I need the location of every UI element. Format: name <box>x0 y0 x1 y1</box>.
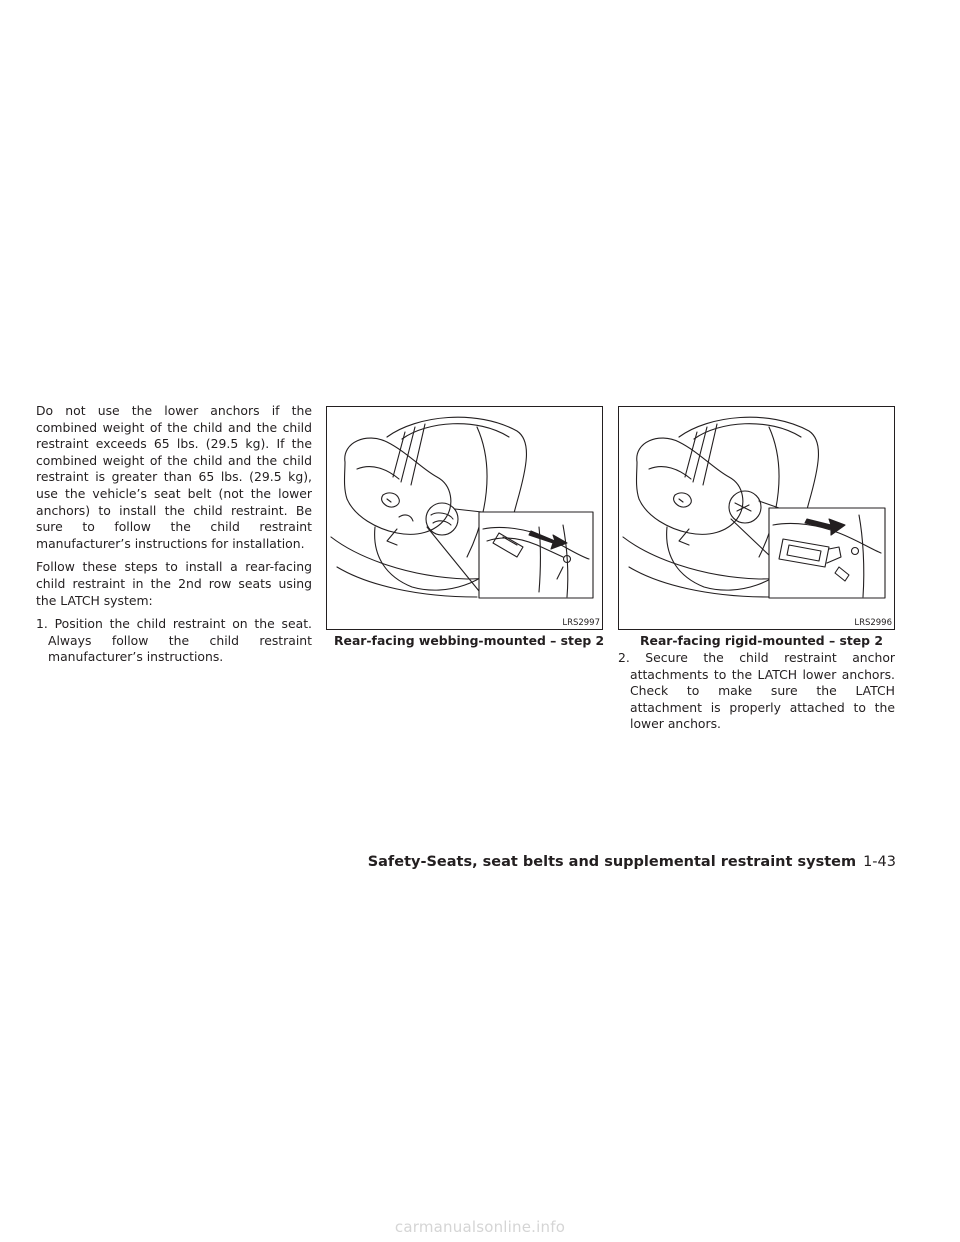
illustration-webbing-mounted <box>327 407 603 630</box>
step-2: 2. Secure the child restraint anchor attachments to the LATCH lower anchors. Check to make sure the LATCH attachment is properly attached to the lower anchors. <box>618 650 895 732</box>
figure-caption-webbing-mounted: Rear-facing webbing-mounted – step 2 <box>334 633 605 648</box>
figure-webbing-mounted <box>326 406 603 630</box>
left-column-text <box>36 403 312 673</box>
page-footer <box>368 852 896 872</box>
footer-section-title: Safety-Seats, seat belts and supplemental restraint system <box>367 854 857 870</box>
figure-code: LRS2996 <box>854 618 892 628</box>
illustration-rigid-mounted <box>619 407 895 630</box>
paragraph-rear-facing-intro: Follow these steps to install a rear-facing child restraint in the 2nd row seats using the LATCH system: <box>36 559 312 608</box>
figure-rigid-mounted <box>618 406 895 630</box>
step-1: 1. Position the child restraint on the seat. Always follow the child restraint manufacturer’s instructions. <box>36 616 312 665</box>
figure-caption-rigid-mounted: Rear-facing rigid-mounted – step 2 <box>640 633 883 648</box>
page-number: 1-43 <box>863 854 896 870</box>
paragraph-lower-anchor-weight-limit: Do not use the lower anchors if the combined weight of the child and the child restraint exceeds 65 lbs. (29.5 kg). If the combined weight of the child and the child restraint is greater than 65 lbs. (29.5 kg), use the vehicle’s seat belt (not the lower anchors) to install the child restraint. Be sure to follow the child restraint manufacturer’s instructions for installation. <box>36 403 312 551</box>
figure-code: LRS2997 <box>562 618 600 628</box>
watermark: carmanualsonline.info <box>394 1218 566 1236</box>
